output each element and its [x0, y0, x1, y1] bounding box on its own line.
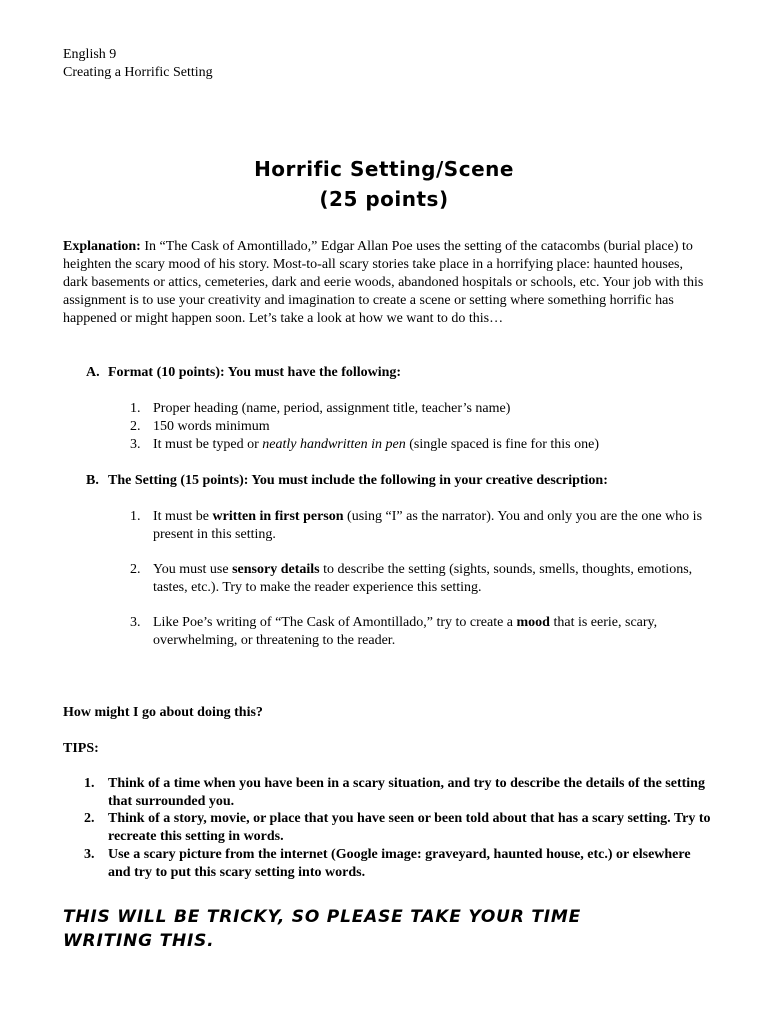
question-heading: How might I go about doing this?: [63, 705, 263, 720]
format-item: [130, 400, 710, 418]
format-item-number: 3.: [130, 437, 141, 452]
section-b-letter: B.: [86, 473, 99, 488]
setting-item-bold: written in first person: [212, 509, 344, 524]
format-item-text: Proper heading (name, period, assignment title, teacher’s name): [153, 401, 511, 416]
closing-line: WRITING THIS.: [63, 931, 215, 951]
setting-item-text: [153, 561, 710, 597]
setting-item-number: 1.: [130, 509, 141, 524]
setting-item-text: [153, 508, 710, 544]
tip-item: [84, 775, 714, 811]
tip-item-text: Think of a time when you have been in a scary situation, and try to describe the details of the setting that surrounded you.: [108, 776, 705, 809]
explanation-label: Explanation:: [63, 239, 141, 254]
setting-item-text-pre: You must use: [153, 562, 233, 577]
tip-item: [84, 846, 714, 882]
setting-item: [130, 508, 710, 544]
setting-item-text-pre: Like Poe’s writing of “The Cask of Amontillado,” try to create a: [153, 615, 517, 630]
tip-item-number: 3.: [84, 847, 95, 862]
setting-item: [130, 561, 710, 597]
setting-item-number: 3.: [130, 615, 141, 630]
setting-item-text-post: (using “I” as the narrator). You and only you are the one who is present in this setting.: [153, 509, 703, 542]
format-item: [130, 436, 710, 454]
setting-item-text-post: to describe the setting (sights, sounds, smells, thoughts, emotions, tastes, etc.). Try to make the reader experience this setting.: [153, 562, 693, 595]
setting-item-number: 2.: [130, 562, 141, 577]
setting-item-text-post: that is eerie, scary, overwhelming, or threatening to the reader.: [153, 615, 658, 648]
format-item: [130, 418, 710, 436]
setting-item-text: [153, 614, 710, 650]
tip-item-number: 1.: [84, 776, 95, 791]
tips-label: TIPS:: [63, 741, 99, 756]
format-item-emphasis: neatly handwritten in pen: [262, 437, 406, 452]
course-name: English 9: [63, 47, 117, 62]
section-b-heading: [86, 472, 726, 490]
tip-item-text: Use a scary picture from the internet (Google image: graveyard, haunted house, etc.) or elsewhere and try to put this scary setting into words.: [108, 847, 691, 880]
section-b-heading-text: The Setting (15 points): You must include the following in your creative description:: [108, 473, 608, 488]
closing-line: THIS WILL BE TRICKY, SO PLEASE TAKE YOUR TIME: [63, 907, 582, 927]
section-a-heading-text: Format (10 points): You must have the following:: [108, 365, 402, 380]
setting-item-bold: mood: [516, 615, 550, 630]
page-title: Horrific Setting/Scene: [254, 157, 514, 181]
page-subtitle-points: (25 points): [319, 187, 449, 211]
setting-item: [130, 614, 710, 650]
explanation-paragraph: [63, 238, 708, 328]
format-item-text: [153, 436, 710, 454]
assignment-name: Creating a Horrific Setting: [63, 65, 213, 80]
format-item-text-post: (single spaced is fine for this one): [405, 437, 599, 452]
format-item-text-pre: It must be typed or: [153, 437, 263, 452]
tip-item-text: Think of a story, movie, or place that you have seen or been told about that has a scary setting. Try to recreate this setting in words.: [108, 811, 711, 844]
setting-item-bold: sensory details: [232, 562, 320, 577]
format-item-number: 2.: [130, 419, 141, 434]
setting-item-text-pre: It must be: [153, 509, 213, 524]
tip-item: [84, 810, 714, 846]
format-item-number: 1.: [130, 401, 141, 416]
format-item-text: 150 words minimum: [153, 419, 270, 434]
tip-item-number: 2.: [84, 811, 95, 826]
section-a-heading: [86, 364, 726, 382]
explanation-text: In “The Cask of Amontillado,” Edgar Allan Poe uses the setting of the catacombs (burial place) to heighten the scary mood of his story. Most-to-all scary stories take place in a horrifying place: haunted houses, dark basements or attics, cemeteries, dark and eerie woods, abandoned hospitals or schools, etc. Your job with this assignment is to use your creativity and imagination to create a scene or setting where something horrific has happened or might happen soon. Let’s take a look at how we want to do this…: [63, 239, 704, 326]
section-a-letter: A.: [86, 365, 100, 380]
